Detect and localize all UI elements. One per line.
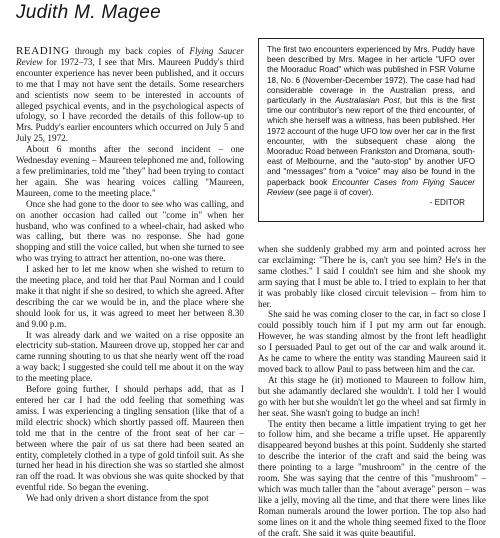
lead-word: READING xyxy=(16,45,70,57)
article-paragraph: It was already dark and we waited on a rise opposite an electricity sub-station. Maureen drove up, stopped her car and came running shouting to us that she nearly went off the road a way back; I suggested she could tell me about it on the way to the meeting place. xyxy=(16,330,244,385)
article-paragraph: when she suddenly grabbed my arm and pointed across her car exclaiming: "There he is, can't you see him? He's in the same clothes." I said I couldn't see him and she shook my arm saying that I must be able to. I tried to explain to her that it was probably like closed circuit television – from him to her. xyxy=(258,244,486,309)
author-byline: Judith M. Magee xyxy=(16,2,161,24)
article-paragraph: I asked her to let me know when she wished to return to the meeting place, and told her that Paul Norman and I could make it that night if she so desired, to which she agreed. After describing the car we would be in, and the place where she should look for us, it was agreed to meet her between 8.30 and 9.00 p.m. xyxy=(16,264,244,329)
editor-note-text: The first two encounters experienced by Mrs. Puddy have been described by Mrs. Magee in her article "UFO over the Mooraduc Road" which was published in FSR Volume 18, No. 6 (November-December 1972). The case had had considerable coverage in the Australian press, and particularly in the Australasian Post, but this is the first time our contributor's new report of the third encounter, of which she herself was a witness, has been published. Her 1972 account of the huge UFO low over her car in the first encounter, with the subsequent chase along the Mooraduc Road between Frankston and Dromana, south-east of Melbourne, and the "auto-stop" by another UFO and "messages" from a "voice" may also be found in the paperback book Encounter Cases from Flying Saucer Review (see page ii of cover). xyxy=(267,45,475,198)
article-paragraph: READING through my back copies of Flying Saucer Review for 1972–73, I see that Mrs. Maureen Puddy's third encounter experience has never been published, and it occurs to me that I may not have sent the details. Some researchers and scientists now seem to be interested in accounts of alleged psychical events, and in the psychological aspects of ufology, so I have recorded the details of this follow-up to Mrs. Puddy's earlier encounters which occurred on July 5 and July 25, 1972. xyxy=(16,46,244,144)
article-paragraph: We had only driven a short distance from the spot xyxy=(16,493,244,504)
article-paragraph: About 6 months after the second incident – one Wednesday evening – Maureen telephoned me and, following a few preliminaries, told me "they" had been trying to contact her again. She was hearing voices calling "Maureen, Maureen, come to the meeting place." xyxy=(16,144,244,199)
publication-title: Australasian Post xyxy=(335,96,400,105)
article-paragraph: She said he was coming closer to the car, in fact so close I could possibly touch him if I put my arm out far enough. However, he was standing almost by the front left headlight so I persuaded Paul to get out of the car and walk around it. As he came to where the entity was standing Maureen said it moved back to allow Paul to pass between him and the car. xyxy=(258,309,486,374)
editor-signature: - EDITOR xyxy=(267,198,475,208)
article-column-left xyxy=(16,46,244,504)
article-paragraph: At this stage he (it) motioned to Maureen to follow him, but she adamantly declared she wouldn't. I told her I would go with her but she wouldn't let go the wheel and sat firmly in her seat. She wasn't going to budge an inch! xyxy=(258,375,486,419)
article-paragraph: Once she had gone to the door to see who was calling, and on another occasion had called out "come in" when her husband, who was confined to a wheel-chair, had asked who was calling, but there was no response. She had gone shopping and still the voice called, but when she turned to see who was trying to attract her attention, no-one was there. xyxy=(16,199,244,264)
editor-note-box xyxy=(258,38,484,222)
article-column-right xyxy=(258,244,486,538)
article-paragraph: The entity then became a little impatient trying to get her to follow him, and she became a trifle upset. He apparently disappeared beyond bushes at this point. Suddenly she started to describe the interior of the craft and said the being was there pointing to a large "mushroom" in the centre of the room. She was saying that the centre of this "mushroom" – which was much taller than the "about average" person – was like a jelly, moving all the time, and that there were lines like Roman numerals around the lower portion. The top also had some lines on it and the whole thing seemed fixed to the floor of the craft. She said it was quite beautiful. xyxy=(258,419,486,538)
article-paragraph: Before going further, I should perhaps add, that as I entered her car I had the odd feeling that something was amiss. I was experiencing a tingling sensation (like that of a mild electric shock) which shortly passed off. Maureen then told me that in the centre of the front seat of her car – between where the pair of us sat there had been seated an entity, completely clothed in a type of gold tinfoil suit. As she turned her head in his direction she was so startled she almost ran off the road. It was obvious she was quite shocked by that eventful ride. So began the evening. xyxy=(16,384,244,493)
magazine-title: Flying Saucer Review xyxy=(16,46,244,67)
book-title: Encounter Cases from Flying Saucer Review xyxy=(267,178,475,197)
